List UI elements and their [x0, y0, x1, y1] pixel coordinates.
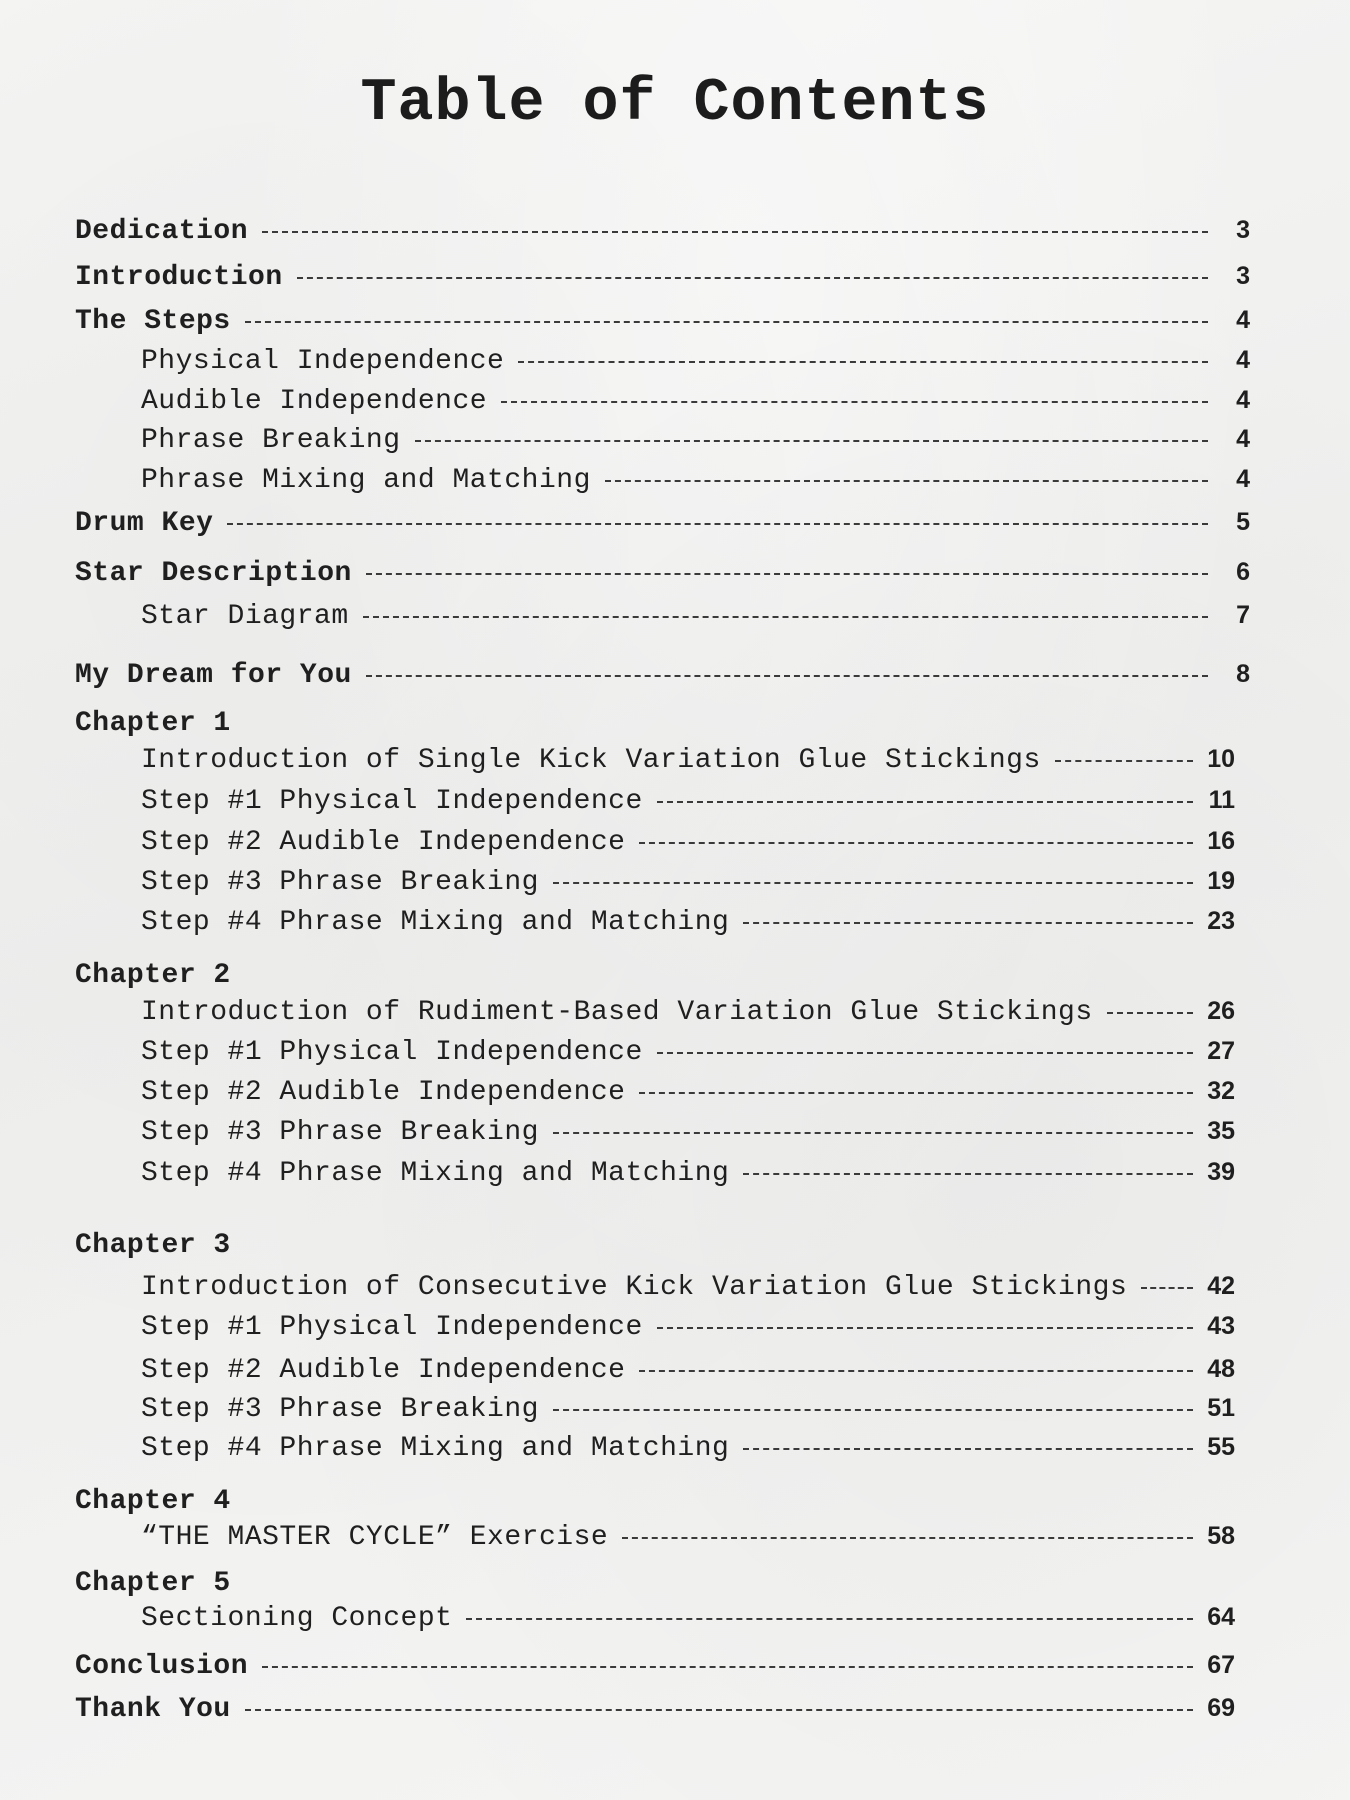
- dot-leader: [639, 1370, 1193, 1372]
- toc-page-number: 67: [1207, 1651, 1235, 1679]
- dot-leader: [657, 1052, 1193, 1054]
- toc-chapter-label: Chapter 2: [75, 960, 231, 991]
- toc-page-number: 6: [1236, 558, 1250, 586]
- toc-page-number: 32: [1207, 1077, 1235, 1105]
- toc-page-number: 5: [1236, 508, 1250, 536]
- toc-entry-the-steps[interactable]: [75, 306, 1250, 346]
- toc-subentry-physical-independence[interactable]: [141, 346, 1250, 386]
- toc-chapter-label: Chapter 5: [75, 1568, 231, 1599]
- toc-chapter-label: Chapter 4: [75, 1486, 231, 1517]
- toc-page-number: 48: [1207, 1355, 1235, 1383]
- toc-subentry-ch2-step2[interactable]: [141, 1077, 1235, 1117]
- toc-entry-label: Star Description: [75, 558, 352, 589]
- toc-subentry-sectioning-concept[interactable]: [141, 1603, 1235, 1643]
- dot-leader: [501, 401, 1208, 403]
- toc-page-number: 26: [1207, 997, 1235, 1025]
- dot-leader: [1055, 760, 1193, 762]
- toc-subentry-phrase-mixing[interactable]: [141, 465, 1250, 505]
- toc-page-number: 39: [1207, 1158, 1235, 1186]
- toc-entry-label: My Dream for You: [75, 660, 352, 691]
- toc-entry-label: Step #2 Audible Independence: [141, 1077, 626, 1108]
- dot-leader: [262, 231, 1208, 233]
- toc-subentry-ch3-step4[interactable]: [141, 1433, 1235, 1473]
- toc-page-number: 3: [1236, 216, 1250, 244]
- dot-leader: [657, 1327, 1193, 1329]
- toc-entry-label: Dedication: [75, 216, 249, 247]
- dot-leader: [639, 1092, 1193, 1094]
- toc-chapter-label: Chapter 3: [75, 1230, 231, 1261]
- toc-subentry-master-cycle[interactable]: [141, 1522, 1235, 1562]
- toc-entry-label: Phrase Mixing and Matching: [141, 465, 591, 496]
- toc-chapter-4-heading[interactable]: [75, 1486, 231, 1526]
- toc-entry-label: Step #3 Phrase Breaking: [141, 1394, 539, 1425]
- dot-leader: [466, 1618, 1193, 1620]
- toc-page-number: 11: [1208, 786, 1235, 814]
- toc-page-number: 27: [1207, 1037, 1235, 1065]
- toc-page-number: 43: [1207, 1312, 1235, 1340]
- toc-page-number: 4: [1236, 465, 1250, 493]
- page-title: Table of Contents: [360, 70, 990, 138]
- dot-leader: [622, 1537, 1193, 1539]
- toc-page-number: 4: [1236, 386, 1250, 414]
- toc-subentry-ch3-intro[interactable]: [141, 1272, 1235, 1312]
- toc-page-number: 8: [1236, 660, 1250, 688]
- dot-leader: [245, 1709, 1193, 1711]
- toc-entry-label: Physical Independence: [141, 346, 505, 377]
- toc-chapter-2-heading[interactable]: [75, 960, 231, 1000]
- toc-page-number: 7: [1236, 601, 1250, 629]
- dot-leader: [743, 922, 1193, 924]
- dot-leader: [1141, 1287, 1193, 1289]
- toc-entry-star-description[interactable]: [75, 558, 1250, 598]
- toc-entry-label: Step #1 Physical Independence: [141, 786, 643, 817]
- toc-entry-label: Step #4 Phrase Mixing and Matching: [141, 1433, 730, 1464]
- toc-entry-dedication[interactable]: [75, 216, 1250, 256]
- toc-page-number: 35: [1207, 1117, 1235, 1145]
- toc-page-number: 64: [1207, 1603, 1235, 1631]
- dot-leader: [262, 1666, 1193, 1668]
- toc-subentry-ch2-step3[interactable]: [141, 1117, 1235, 1157]
- toc-page-number: 19: [1207, 867, 1235, 895]
- toc-page-number: 4: [1236, 306, 1250, 334]
- toc-page-number: 58: [1207, 1522, 1235, 1550]
- dot-leader: [553, 1132, 1193, 1134]
- toc-subentry-ch2-step1[interactable]: [141, 1037, 1235, 1077]
- dot-leader: [363, 616, 1208, 618]
- dot-leader: [605, 480, 1208, 482]
- toc-subentry-ch1-step4[interactable]: [141, 907, 1235, 947]
- toc-subentry-ch2-step4[interactable]: [141, 1158, 1235, 1198]
- toc-subentry-ch1-step1[interactable]: [141, 786, 1235, 826]
- toc-page-number: 10: [1207, 745, 1235, 773]
- toc-page-number: 3: [1236, 262, 1250, 290]
- toc-subentry-ch1-intro[interactable]: [141, 745, 1235, 785]
- dot-leader: [553, 882, 1193, 884]
- dot-leader: [366, 573, 1208, 575]
- toc-entry-conclusion[interactable]: [75, 1651, 1235, 1691]
- dot-leader: [366, 675, 1208, 677]
- toc-entry-label: Sectioning Concept: [141, 1603, 453, 1634]
- toc-entry-label: Step #4 Phrase Mixing and Matching: [141, 907, 730, 938]
- toc-chapter-1-heading[interactable]: [75, 708, 231, 748]
- dot-leader: [245, 321, 1208, 323]
- toc-entry-label: Introduction of Single Kick Variation Glue Stickings: [141, 745, 1041, 776]
- dot-leader: [227, 523, 1208, 525]
- toc-chapter-label: Chapter 1: [75, 708, 231, 739]
- toc-entry-label: Step #2 Audible Independence: [141, 1355, 626, 1386]
- toc-subentry-ch1-step2[interactable]: [141, 827, 1235, 867]
- toc-entry-label: Introduction of Rudiment-Based Variation Glue Stickings: [141, 997, 1093, 1028]
- dot-leader: [1107, 1012, 1193, 1014]
- toc-entry-label: The Steps: [75, 306, 231, 337]
- toc-entry-label: Step #2 Audible Independence: [141, 827, 626, 858]
- toc-subentry-star-diagram[interactable]: [141, 601, 1250, 641]
- dot-leader: [639, 842, 1193, 844]
- toc-entry-introduction[interactable]: [75, 262, 1250, 302]
- toc-entry-label: Audible Independence: [141, 386, 488, 417]
- dot-leader: [553, 1409, 1193, 1411]
- toc-entry-label: Star Diagram: [141, 601, 349, 632]
- toc-subentry-ch1-step3[interactable]: [141, 867, 1235, 907]
- toc-page-number: 23: [1207, 907, 1235, 935]
- toc-subentry-ch3-step3[interactable]: [141, 1394, 1235, 1434]
- toc-entry-label: Introduction: [75, 262, 283, 293]
- toc-entry-thank-you[interactable]: [75, 1694, 1235, 1734]
- toc-subentry-ch3-step1[interactable]: [141, 1312, 1235, 1352]
- toc-page-number: 69: [1207, 1694, 1235, 1722]
- toc-page-number: 16: [1207, 827, 1235, 855]
- toc-entry-label: Step #3 Phrase Breaking: [141, 1117, 539, 1148]
- toc-entry-label: Introduction of Consecutive Kick Variation Glue Stickings: [141, 1272, 1128, 1303]
- toc-entry-label: Conclusion: [75, 1651, 249, 1682]
- toc-chapter-5-heading[interactable]: [75, 1568, 231, 1608]
- toc-subentry-audible-independence[interactable]: [141, 386, 1250, 426]
- dot-leader: [743, 1448, 1193, 1450]
- toc-subentry-phrase-breaking[interactable]: [141, 425, 1250, 465]
- toc-entry-label: Step #1 Physical Independence: [141, 1312, 643, 1343]
- toc-entry-label: Step #3 Phrase Breaking: [141, 867, 539, 898]
- toc-entry-drum-key[interactable]: [75, 508, 1250, 548]
- toc-chapter-3-heading[interactable]: [75, 1230, 231, 1270]
- toc-page-number: 4: [1236, 425, 1250, 453]
- dot-leader: [297, 277, 1208, 279]
- toc-entry-label: Phrase Breaking: [141, 425, 401, 456]
- toc-subentry-ch2-intro[interactable]: [141, 997, 1235, 1037]
- toc-page-number: 42: [1207, 1272, 1235, 1300]
- dot-leader: [657, 801, 1193, 803]
- toc-page-number: 51: [1207, 1394, 1235, 1422]
- dot-leader: [743, 1173, 1193, 1175]
- dot-leader: [518, 361, 1208, 363]
- toc-entry-label: Drum Key: [75, 508, 214, 539]
- toc-page-number: 55: [1207, 1433, 1235, 1461]
- toc-entry-label: “THE MASTER CYCLE” Exercise: [141, 1522, 609, 1553]
- toc-subentry-ch3-step2[interactable]: [141, 1355, 1235, 1395]
- toc-entry-label: Thank You: [75, 1694, 231, 1725]
- toc-entry-label: Step #4 Phrase Mixing and Matching: [141, 1158, 730, 1189]
- toc-entry-label: Step #1 Physical Independence: [141, 1037, 643, 1068]
- toc-entry-my-dream[interactable]: [75, 660, 1250, 700]
- toc-page-number: 4: [1236, 346, 1250, 374]
- dot-leader: [415, 440, 1208, 442]
